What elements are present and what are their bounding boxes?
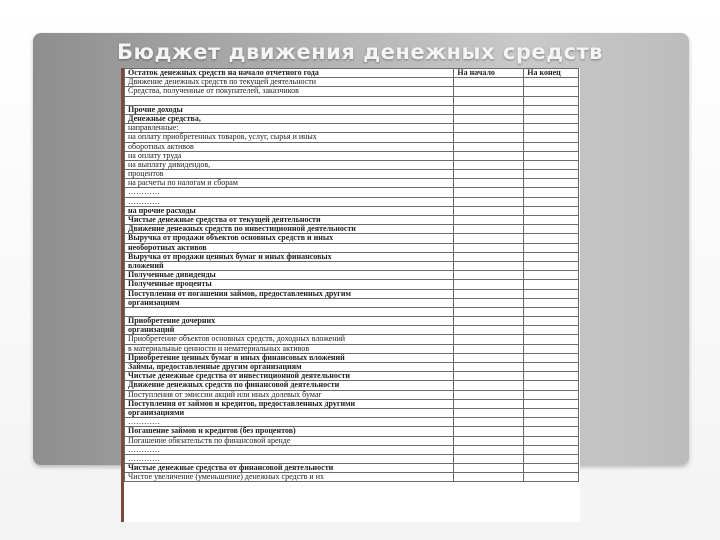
row-start-value-cell [454,234,524,243]
row-end-value-cell [524,335,579,344]
table-row [125,188,579,197]
row-start-value-cell [454,133,524,142]
row-label-cell: Чистые денежные средства от финансовой деятельности [125,464,454,473]
table-row [125,142,579,151]
row-label-cell: направленные: [125,124,454,133]
row-start-value-cell [454,243,524,252]
row-label-cell: на оплату труда [125,151,454,160]
row-label-cell: на расчеты по налогам и сборам [125,179,454,188]
row-start-value-cell [454,436,524,445]
row-end-value-cell [524,464,579,473]
cash-flow-table [124,68,579,482]
row-start-value-cell [454,454,524,463]
row-start-value-cell [454,372,524,381]
row-label-cell: Займы, предоставленные другим организациям [125,363,454,372]
row-label-cell: Поступления от эмиссии акций или иных долевых бумаг [125,390,454,399]
row-label-cell: ………… [125,197,454,206]
row-end-value-cell [524,252,579,261]
table-row [125,427,579,436]
row-end-value-cell [524,289,579,298]
row-end-value-cell [524,399,579,408]
table-row [125,124,579,133]
row-end-value-cell [524,353,579,362]
table-row [125,216,579,225]
row-end-value-cell [524,326,579,335]
row-start-value-cell [454,307,524,316]
cash-flow-document [121,68,580,522]
row-label-cell: в материальные ценности и нематериальных активов [125,344,454,353]
row-label-cell: на выплату дивидендов, [125,160,454,169]
table-row [125,280,579,289]
row-end-value-cell [524,87,579,96]
row-label-cell: Погашение обязательств по финансовой аренде [125,436,454,445]
row-end-value-cell [524,307,579,316]
table-row [125,445,579,454]
row-end-value-cell [524,418,579,427]
table-row [125,261,579,270]
row-end-value-cell [524,225,579,234]
table-row [125,78,579,87]
row-start-value-cell [454,317,524,326]
row-end-value-cell [524,280,579,289]
row-start-value-cell [454,261,524,270]
row-label-cell: Средства, полученные от покупателей, заказчиков [125,87,454,96]
row-label-cell: организаций [125,326,454,335]
table-header-row [125,69,579,78]
table-row [125,179,579,188]
slide-title: Бюджет движения денежных средств [117,40,603,64]
row-label-cell: оборотных активов [125,142,454,151]
table-row [125,225,579,234]
row-label-cell: организациям [125,298,454,307]
row-label-cell: Полученные проценты [125,280,454,289]
row-label-cell: Движение денежных средств по текущей деятельности [125,78,454,87]
row-start-value-cell [454,353,524,362]
row-start-value-cell [454,197,524,206]
table-row [125,133,579,142]
row-label-cell: организациями [125,408,454,417]
row-label-cell: Выручка от продажи объектов основных средств и иных [125,234,454,243]
row-start-value-cell [454,216,524,225]
header-label-cell: Остаток денежных средств на начало отчетного года [125,69,454,78]
row-end-value-cell [524,124,579,133]
row-label-cell: на прочие расходы [125,206,454,215]
row-label-cell: Чистые денежные средства от инвестиционной деятельности [125,372,454,381]
row-label-cell: Чистое увеличение (уменьшение) денежных средств и их [125,473,454,482]
table-row [125,243,579,252]
row-label-cell: Поступления от займов и кредитов, предоставленных другими [125,399,454,408]
row-start-value-cell [454,464,524,473]
row-end-value-cell [524,271,579,280]
row-start-value-cell [454,252,524,261]
table-row [125,289,579,298]
row-start-value-cell [454,445,524,454]
row-label-cell: Движение денежных средств по финансовой деятельности [125,381,454,390]
row-end-value-cell [524,381,579,390]
row-start-value-cell [454,344,524,353]
row-label-cell: Выручка от продажи ценных бумаг и иных финансовых [125,252,454,261]
row-label-cell: ………… [125,445,454,454]
row-end-value-cell [524,408,579,417]
row-start-value-cell [454,363,524,372]
row-start-value-cell [454,408,524,417]
row-start-value-cell [454,473,524,482]
row-start-value-cell [454,399,524,408]
table-row [125,418,579,427]
row-end-value-cell [524,105,579,114]
row-end-value-cell [524,206,579,215]
table-row [125,151,579,160]
table-row [125,372,579,381]
table-row [125,271,579,280]
row-end-value-cell [524,197,579,206]
row-start-value-cell [454,271,524,280]
row-start-value-cell [454,418,524,427]
row-start-value-cell [454,225,524,234]
row-label-cell: ………… [125,418,454,427]
table-row [125,335,579,344]
table-row [125,381,579,390]
row-end-value-cell [524,298,579,307]
row-start-value-cell [454,114,524,123]
row-start-value-cell [454,160,524,169]
row-label-cell: ………… [125,454,454,463]
row-label-cell: Приобретение ценных бумаг и иных финансовых вложений [125,353,454,362]
row-end-value-cell [524,170,579,179]
row-end-value-cell [524,363,579,372]
table-row [125,252,579,261]
row-start-value-cell [454,298,524,307]
table-row [125,363,579,372]
row-end-value-cell [524,133,579,142]
table-row [125,353,579,362]
row-label-cell: Приобретение дочерних [125,317,454,326]
row-start-value-cell [454,289,524,298]
row-end-value-cell [524,179,579,188]
table-row [125,408,579,417]
table-row [125,298,579,307]
row-end-value-cell [524,142,579,151]
row-end-value-cell [524,372,579,381]
table-row [125,454,579,463]
row-end-value-cell [524,151,579,160]
table-row [125,170,579,179]
row-end-value-cell [524,344,579,353]
row-start-value-cell [454,142,524,151]
row-end-value-cell [524,473,579,482]
row-start-value-cell [454,105,524,114]
row-label-cell: процентов [125,170,454,179]
row-start-value-cell [454,170,524,179]
row-start-value-cell [454,188,524,197]
row-start-value-cell [454,151,524,160]
row-start-value-cell [454,206,524,215]
row-label-cell: вложений [125,261,454,270]
header-end-cell: На конец [524,69,579,78]
row-start-value-cell [454,390,524,399]
row-start-value-cell [454,280,524,289]
table-row [125,307,579,316]
row-label-cell: на оплату приобретенных товаров, услуг, сырья и иных [125,133,454,142]
row-label-cell: ………… [125,188,454,197]
table-row [125,197,579,206]
table-row [125,317,579,326]
header-start-cell: На начало [454,69,524,78]
row-label-cell: Прочие доходы [125,105,454,114]
table-row [125,464,579,473]
table-row [125,399,579,408]
row-start-value-cell [454,179,524,188]
row-label-cell: Приобретение объектов основных средств, доходных вложений [125,335,454,344]
row-end-value-cell [524,390,579,399]
row-end-value-cell [524,234,579,243]
table-row [125,114,579,123]
row-start-value-cell [454,335,524,344]
row-label-cell: Погашение займов и кредитов (без процентов) [125,427,454,436]
row-end-value-cell [524,160,579,169]
row-end-value-cell [524,216,579,225]
table-row [125,473,579,482]
table-row [125,390,579,399]
row-label-cell [125,96,454,105]
row-end-value-cell [524,96,579,105]
row-end-value-cell [524,188,579,197]
row-start-value-cell [454,427,524,436]
row-label-cell: Чистые денежные средства от текущей деятельности [125,216,454,225]
row-end-value-cell [524,454,579,463]
table-row [125,234,579,243]
row-end-value-cell [524,436,579,445]
row-end-value-cell [524,78,579,87]
row-label-cell: Денежные средства, [125,114,454,123]
table-row [125,96,579,105]
table-row [125,105,579,114]
row-end-value-cell [524,445,579,454]
row-start-value-cell [454,96,524,105]
row-end-value-cell [524,114,579,123]
table-row [125,160,579,169]
row-label-cell: Движение денежных средств по инвестиционной деятельности [125,225,454,234]
table-row [125,206,579,215]
row-label-cell: Поступления от погашения займов, предоставленных другим [125,289,454,298]
table-row [125,326,579,335]
row-start-value-cell [454,87,524,96]
row-label-cell: необоротных активов [125,243,454,252]
row-end-value-cell [524,427,579,436]
row-label-cell [125,307,454,316]
row-label-cell: Полученные дивиденды [125,271,454,280]
row-end-value-cell [524,243,579,252]
row-end-value-cell [524,317,579,326]
table-row [125,436,579,445]
row-start-value-cell [454,78,524,87]
row-start-value-cell [454,326,524,335]
row-start-value-cell [454,124,524,133]
table-row [125,87,579,96]
row-end-value-cell [524,261,579,270]
row-start-value-cell [454,381,524,390]
table-row [125,344,579,353]
